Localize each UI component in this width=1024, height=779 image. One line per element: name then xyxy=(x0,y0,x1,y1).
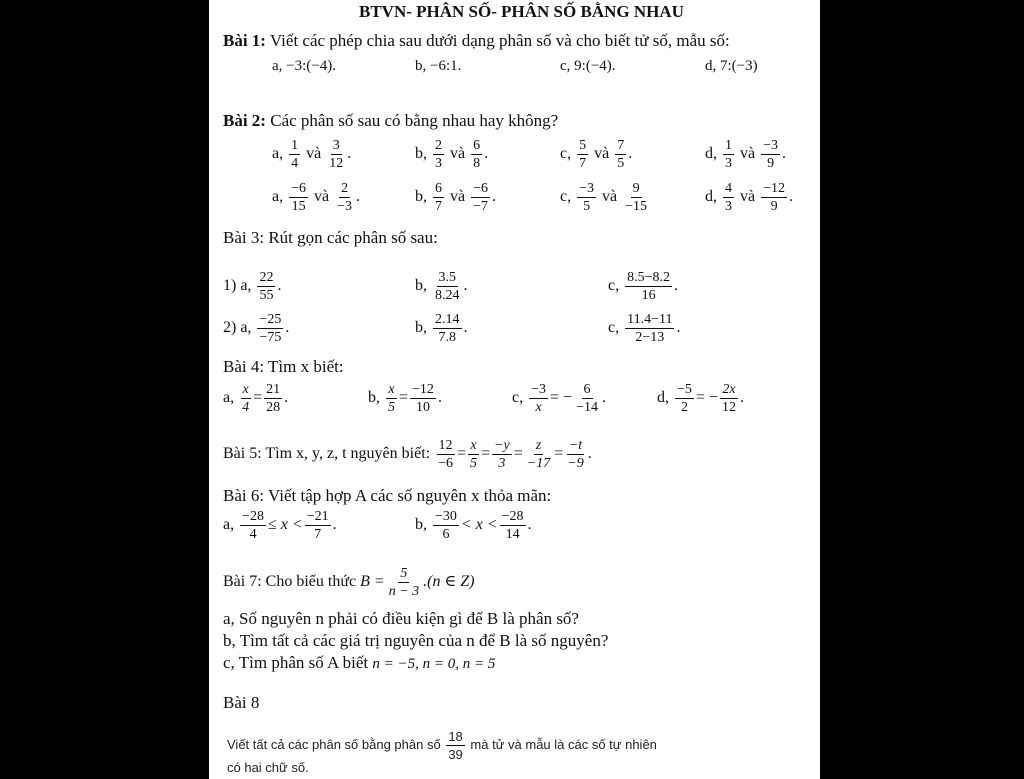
exercise-2-row1-d: d, $\frac{1}{3}$ và $\frac{-3}{9}$ . xyxy=(705,138,787,171)
exercise-3-row1-c: c, $\frac{8.5-8.2}{16}$ . xyxy=(608,270,679,303)
exercise-4-a: a, $\frac{x}{4}$ = $\frac{21}{28}$ . xyxy=(223,382,289,415)
exercise-7-line-b: b, Tìm tất cả các giá trị nguyên của n để B là số nguyên? xyxy=(223,631,609,650)
exercise-1-item-a: a, −3:(−4). xyxy=(272,58,336,74)
exercise-1-text: Viết các phép chia sau dưới dạng phân số và cho biết tử số, mẫu số: xyxy=(265,31,730,50)
exercise-7-line-c: c, Tìm phân số A biết n = −5, n = 0, n = 5 xyxy=(223,653,496,672)
exercise-4-d: d, $\frac{-5}{2}$ = − $\frac{2x}{12}$ . xyxy=(657,382,744,415)
exercise-1-label: Bài 1: xyxy=(223,31,266,50)
exercise-8-text-cont: có hai chữ số. xyxy=(227,760,309,775)
exercise-1-item-b: b, −6:1. xyxy=(415,58,462,74)
exercise-2-row1-b: b, $\frac{2}{3}$ và $\frac{6}{8}$ . xyxy=(415,138,489,171)
exercise-3-row2-c: c, $\frac{11.4-11}{2-13}$ . xyxy=(608,312,681,345)
exercise-2-row2-b: b, $\frac{6}{7}$ và $\frac{-6}{-7}$ . xyxy=(415,181,497,214)
exercise-4-c: c, $\frac{-3}{x}$ = − $\frac{6}{-14}$ . xyxy=(512,382,606,415)
exercise-5-text: Bài 5: Tìm x, y, z, t nguyên biết: xyxy=(223,445,431,463)
exercise-2-row1-c: c, $\frac{5}{7}$ và $\frac{7}{5}$ . xyxy=(560,138,633,171)
exercise-3-row2-b: b, $\frac{2.14}{7.8}$ . xyxy=(415,312,468,345)
exercise-6-a: a, $\frac{-28}{4}$ ≤ x < $\frac{-21}{7}$ . xyxy=(223,509,337,542)
exercise-6-heading: Bài 6: Viết tập hợp A các số nguyên x thỏa mãn: xyxy=(223,486,552,505)
page-title: BTVN- PHÂN SỐ- PHÂN SỐ BẰNG NHAU xyxy=(359,2,684,21)
exercise-2-text: Các phân số sau có bằng nhau hay không? xyxy=(265,111,559,130)
exercise-2-row1-a: a, $\frac{1}{4}$ và $\frac{3}{12}$ . xyxy=(272,138,352,171)
exercise-3-row1-b: b, $\frac{3.5}{8.24}$ . xyxy=(415,270,468,303)
exercise-6-b: b, $\frac{-30}{6}$ < x < $\frac{-28}{14}$ . xyxy=(415,509,532,542)
exercise-3-row2-a: 2) a, $\frac{-25}{-75}$ . xyxy=(223,312,290,345)
exercise-3-row1-a: 1) a, $\frac{22}{55}$ . xyxy=(223,270,282,303)
exercise-4-b: b, $\frac{x}{5}$ = $\frac{-12}{10}$ . xyxy=(368,382,442,415)
exercise-3-heading: Bài 3: Rút gọn các phân số sau: xyxy=(223,228,438,247)
exercise-2-row2-a: a, $\frac{-6}{15}$ và $\frac{2}{-3}$ . xyxy=(272,181,361,214)
exercise-4-heading: Bài 4: Tìm x biết: xyxy=(223,357,344,376)
exercise-1-item-c: c, 9:(−4). xyxy=(560,58,616,74)
exercise-7-line-a: a, Số nguyên n phải có điều kiện gì để B là phân số? xyxy=(223,609,579,628)
exercise-1-item-d: d, 7:(−3) xyxy=(705,58,758,74)
exercise-1-heading xyxy=(223,31,730,51)
exercise-2-label: Bài 2: xyxy=(223,111,266,130)
exercise-8-heading: Bài 8 xyxy=(223,693,260,712)
exercise-5: Bài 5: Tìm x, y, z, t nguyên biết: $\frac{12}{-6}$ = $\frac{x}{5}$ = $\frac{-y}{3}$ = $\frac{z}{-17}$ = $\frac{-t}{-9}$ . xyxy=(223,438,592,471)
exercise-2-row2-c: c, $\frac{-3}{5}$ và $\frac{9}{-15}$ xyxy=(560,181,648,214)
exercise-8-text: Viết tất cả các phân số bằng phân số $\frac{18}{39}$ mà tử và mẫu là các số tự nhiên xyxy=(227,729,657,762)
exercise-7-intro: Bài 7: Cho biểu thức B = $\frac{5}{n - 3}$ .(n ∈ Z) xyxy=(223,566,475,599)
document-page xyxy=(209,0,820,779)
exercise-2-row2-d: d, $\frac{4}{3}$ và $\frac{-12}{9}$ . xyxy=(705,181,794,214)
exercise-2-heading xyxy=(223,111,558,131)
